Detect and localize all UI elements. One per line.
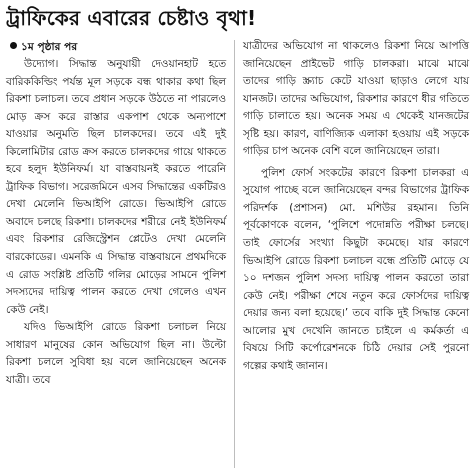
right-column: [243, 38, 469, 375]
headline: ট্রাফিকের এবারের চেষ্টাও বৃথা!: [6, 6, 257, 30]
left-paragraph-2: যদিও ভিআইপি রোডে রিকশা চলাচল নিয়ে সাধারণ মানুষের কোন অভিযোগ ছিল না। উল্টো রিকশা চললে সুবিধা হয় বলে জানিয়েছেন অনেক যাত্রী। তবে: [6, 321, 226, 386]
left-paragraph-1: উদ্যোগ। সিদ্ধান্ত অনুযায়ী দেওয়ানহাট হতে বারিককিল্ডিং পর্যন্ত মূল সড়কে বন্ধ থাকার কথা ছিল রিকশা চলাচল। তবে প্রধান সড়কে উঠতে না পারলেও মোড় ক্রস করে রাস্তার একপাশ থেকে অন্যপাশে যাওয়ার অনুমতি ছিল চালকদের। তবে এই দুই কিলোমিটার রোড ক্রস করতে চালকদের গায়ে থাকতে হবে হলুদ ইউনিফর্ম। যা বাস্তবায়নই করতে পারেনি ট্রাফিক বিভাগ। সরেজমিনে এসব সিদ্ধান্তের একটিরও দেখা মেলেনি ভিআইপি রোডে। ভিআইপি রোডে অবাদে চলছে রিকশা। চালকদের শরীরে নেই ইউনিফর্ম এবং রিকশার রেজিস্ট্রেশন প্লেটেও দেখা মেলেনি বারকোডের। এমনকি এ সিদ্ধান্ত বাস্তবায়নে প্রথমদিকে এ রোড সংশ্লিষ্ট প্রতিটি গলির মোড়ের সামনে পুলিশ সদস্যদের দায়িত্ব পালন করতে দেখা গেলেও এখন কেউ নেই।: [6, 58, 226, 316]
continued-from-line: [10, 38, 226, 56]
column-divider: [234, 40, 235, 468]
continued-from-label: ১ম পৃষ্ঠার পর: [21, 41, 78, 53]
right-paragraph-2: পুলিশ ফোর্স সংকটের কারণে রিকশা চালকরা এ সুযোগ পাচ্ছে বলে জানিয়েছেন বন্দর বিভাগের ট্রাফিক পরিদর্শক (প্রশাসন) মো. মশিউর রহমান। তিনি পূর্বকোণকে বলেন, ‘পুলিশে পদোন্নতি পরীক্ষা চলছে। তাই ফোর্সের সংখ্যা কিছুটা কমেছে। যার কারণে ভিআইপি রোডে রিকশা চলাচল বন্ধে প্রতিটি মোড়ে যে ১০ দশজন পুলিশ সদস্য দায়িত্ব পালন করতো তারা কেউ নেই। পরীক্ষা শেষে নতুন করে ফোর্সদের দায়িত্ব দেয়ার জন্য বলা হয়েছে।’ তবে বাকি দুই সিদ্ধান্ত কেনো আলোর মুখ দেখেনি জানতে চাইলে এ কর্মকর্তা এ বিষয়ে সিটি কর্পোরেশনকে চিঠি দেয়ার সেই পুরনো গল্পের কথাই জানান।: [243, 166, 469, 372]
left-column: [6, 38, 226, 389]
bullet-icon: [10, 42, 17, 49]
right-paragraph-1: যাত্রীদের অভিযোগ না থাকলেও রিকশা নিয়ে আপত্তি জানিয়েছেন প্রাইভেট গাড়ি চালকরা। মাঝে মাঝে তাদের গাড়ি স্ক্র্যাচ কেটে যাওয়া ছাড়াও লেগে যায় যানজট। তাদের অভিযোগ, রিকশার কারণে ধীর গতিতে গাড়ি চালাতে হয়। অনেক সময় এ থেকেই যানজটের সৃষ্টি হয়। কারণ, বাণিজ্যিক এলাকা হওয়ায় এই সড়কে গাড়ির চাপ অনেক বেশি বলে জানিয়েছেন তারা।: [243, 40, 469, 158]
